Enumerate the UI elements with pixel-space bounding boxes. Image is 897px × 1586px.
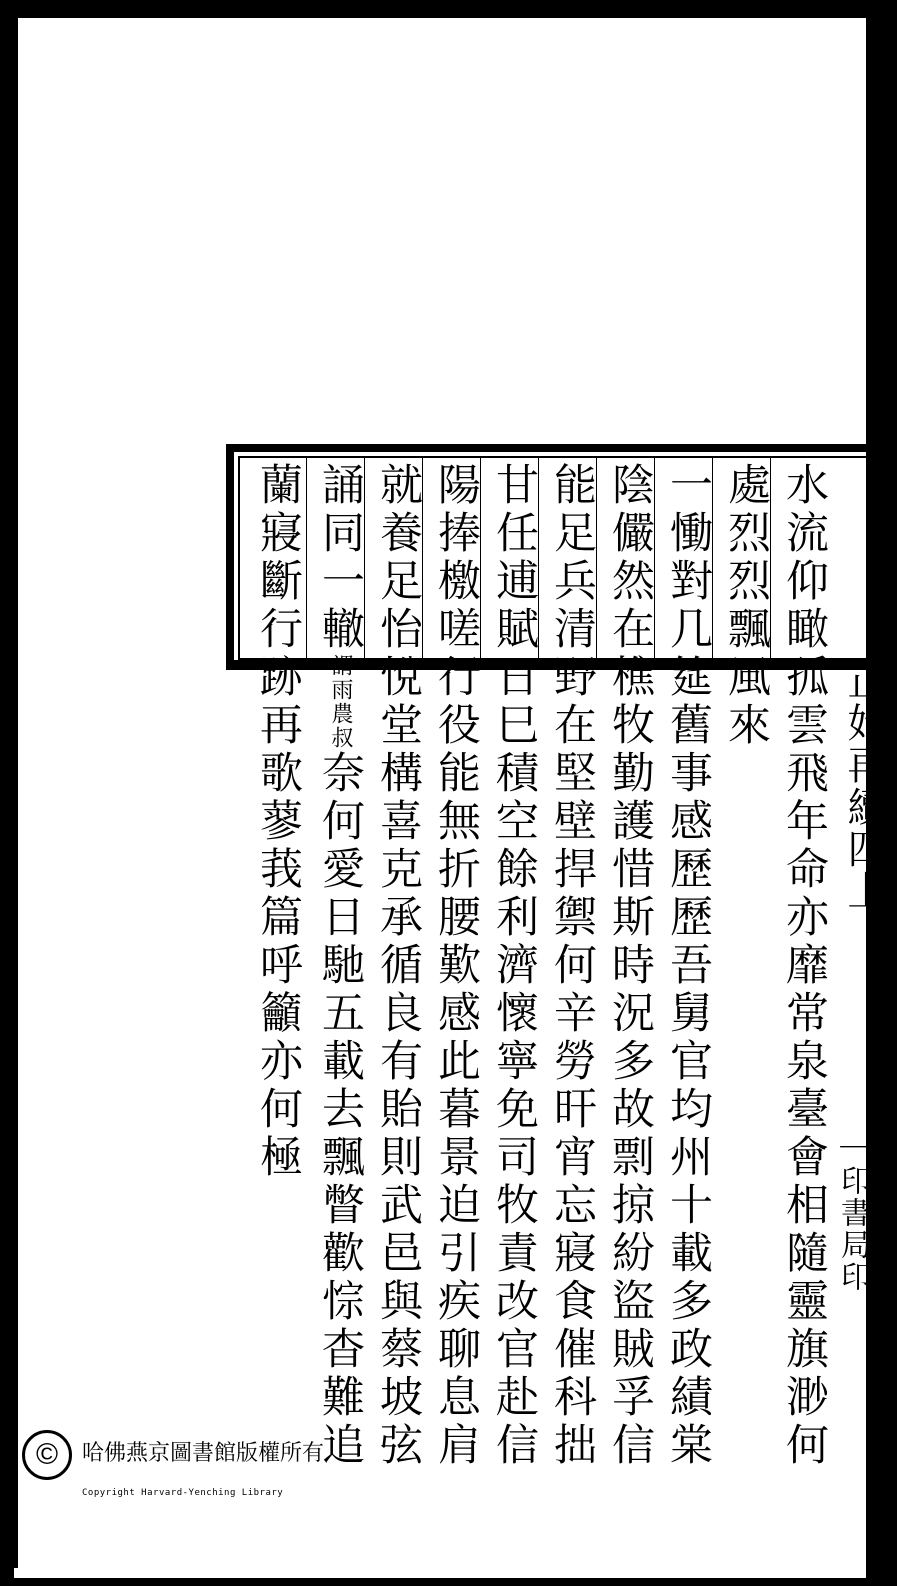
fold-title: 正始再續四上 — [841, 660, 887, 912]
text-column-1: 水流仰瞰孤雲飛年命亦靡常泉臺會相隨靈旗渺何 — [779, 462, 829, 1470]
text-column-5: 能足兵清野在堅壁捍禦何辛勞旰宵忘寢食催科拙 — [547, 462, 597, 1470]
column-9-text-after: 奈何愛日馳五載去飄瞥歡悰杳難追 — [315, 750, 365, 1470]
fold-block — [830, 456, 870, 666]
column-9-text-before: 誦同一轍 — [315, 462, 365, 654]
column-rule — [306, 458, 307, 658]
text-column-10: 蘭寢斷行跡再歌蓼莪篇呼籲亦何極 — [253, 462, 303, 1182]
text-column-6: 甘任逋賦日巳積空餘利濟懷寧免司牧責改官赴信 — [489, 462, 539, 1470]
text-column-8: 就養足怡悅堂構喜克承循良有貽則武邑與蔡坡弦 — [373, 462, 423, 1470]
text-column-2: 處烈烈飄風來 — [721, 462, 771, 750]
text-column-3: 一慟對几筵舊事感歷歷吾舅官均州十載多政績棠 — [663, 462, 713, 1470]
copyright-symbol: © — [22, 1430, 72, 1480]
interlinear-note-left: 農叔 — [328, 702, 353, 750]
text-column-7: 陽捧檄嗟行役能無折腰歎感此暮景迫引疾聊息肩 — [431, 462, 481, 1470]
interlinear-note-right: 謂雨 — [328, 654, 353, 702]
copyright-chinese: 哈佛燕京圖書館版權所有 — [82, 1441, 325, 1466]
text-column-9 — [314, 462, 366, 1470]
left-binding-edge — [8, 18, 18, 1568]
fold-page-number: 一 — [838, 1127, 878, 1173]
text-column-4: 陰儼然在樵牧勤護惜斯時況多故剽掠紛盜賊孚信 — [605, 462, 655, 1470]
fold-seal: 印書局印 — [835, 1165, 870, 1293]
copyright-english: Copyright Harvard-Yenching Library — [82, 1488, 284, 1498]
